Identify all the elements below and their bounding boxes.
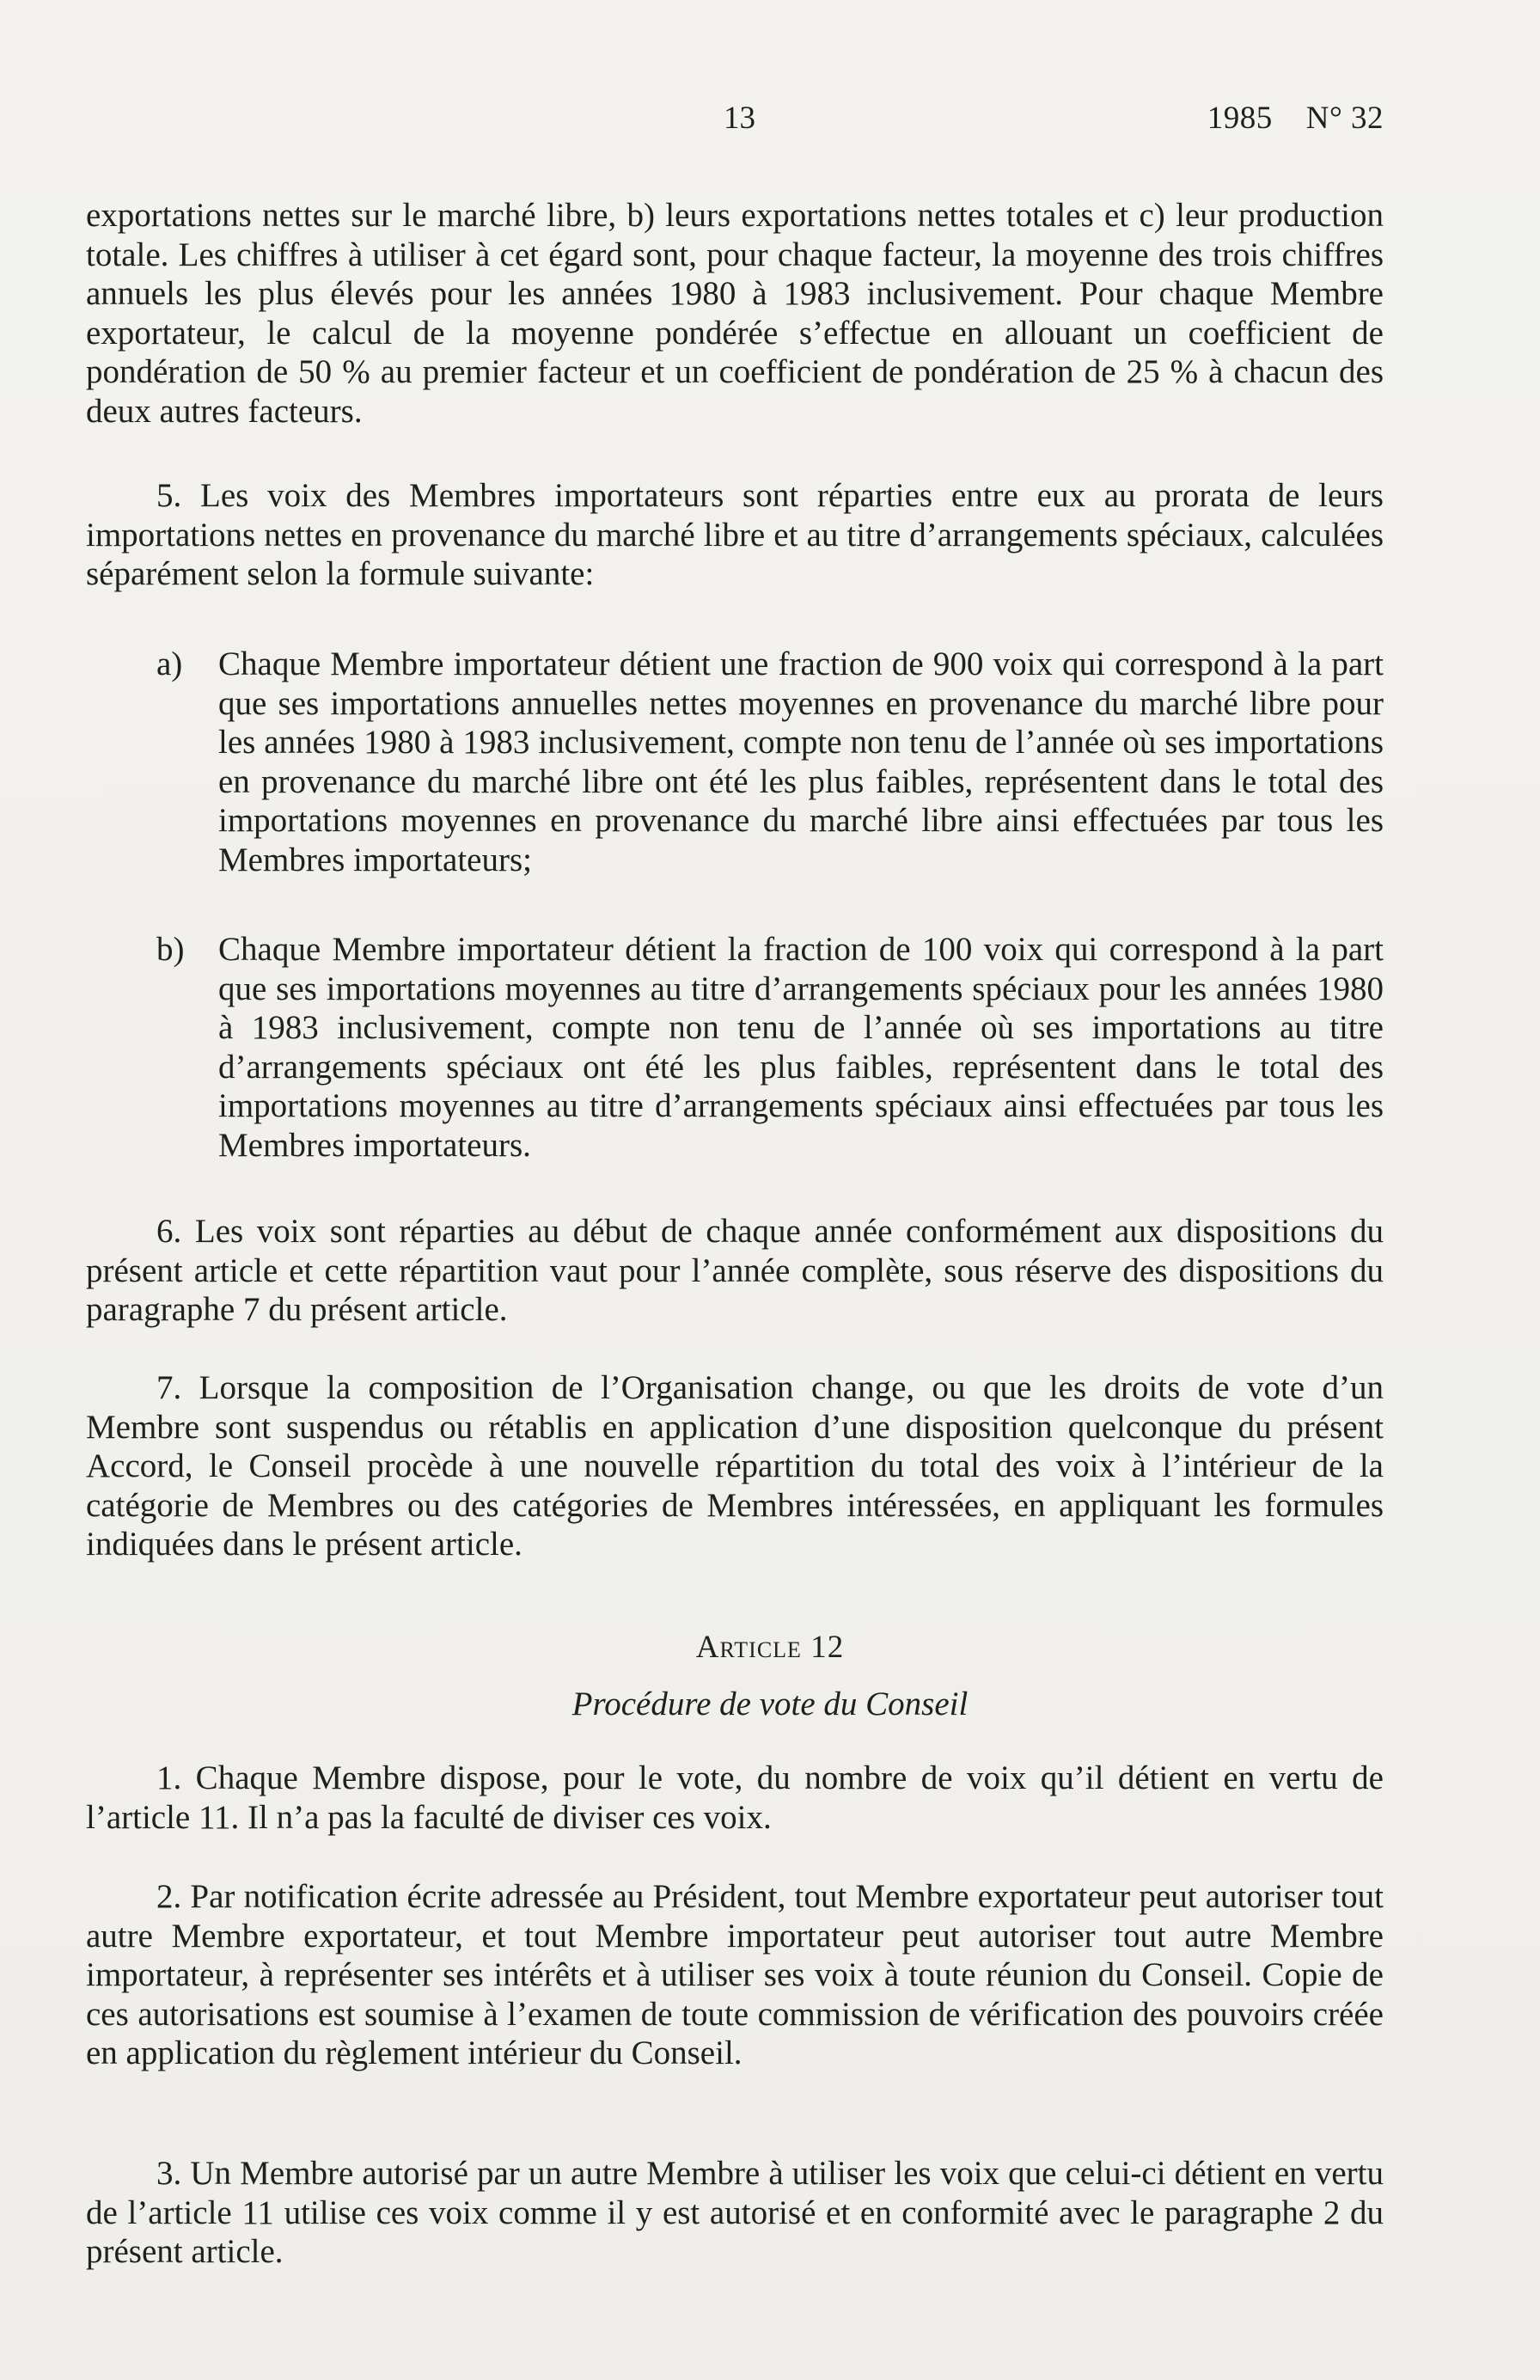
page-header	[0, 93, 1540, 144]
list-text-5a: Chaque Membre importateur détient une fraction de 900 voix qui correspond à la part que ses importations annuelles nettes moyennes en provenance du marché libre pour les années 1980 à 1983 inclusivement, compte non tenu de l’année où ses importations en provenance du marché libre ont été les plus faibles, représentent dans le total des importations moyennes en provenance du marché libre ainsi effectuées par tous les Membres importateurs;	[218, 645, 1384, 878]
article-paragraph-1: 1. Chaque Membre dispose, pour le vote, du nombre de voix qu’il détient en vertu de l’article 11. Il n’a pas la faculté de diviser ces voix.	[86, 1759, 1384, 1836]
list-item-5b	[86, 930, 1384, 1179]
article-title: Article 12	[695, 1630, 845, 1665]
page-number: 13	[724, 101, 755, 136]
paragraph-6: 6. Les voix sont réparties au début de chaque année conformément aux dispositions du présent article et cette répartition vaut pour l’année complète, sous réserve des dispositions du paragraphe 7 du présent article.	[86, 1213, 1384, 1328]
list-marker-b: b)	[156, 931, 185, 968]
article-paragraph-2: 2. Par notification écrite adressée au Président, tout Membre exportateur peut autoriser tout autre Membre exportateur, et tout Membre importateur peut autoriser tout autre Membre importateur, à représenter ses intérêts et à utiliser ses voix à toute réunion du Conseil. Copie de ces autorisations est soumise à l’examen de toute commission de vérification des pouvoirs créée en application du règlement intérieur du Conseil.	[86, 1878, 1384, 2071]
article-paragraph-3: 3. Un Membre autorisé par un autre Membre à utiliser les voix que celui-ci détient en vertu de l’article 11 utilise ces voix comme il y est autorisé et en conformité avec le paragraphe 2 du présent article.	[86, 2155, 1384, 2270]
paragraph-5: 5. Les voix des Membres importateurs sont réparties entre eux au prorata de leurs importations nettes en provenance du marché libre et au titre d’arrangements spéciaux, calculées séparément selon la formule suivante:	[86, 477, 1384, 592]
volume-info: 1985 N° 32	[1207, 101, 1384, 136]
paragraph-continuation: exportations nettes sur le marché libre, b) leurs exportations nettes totales et c) leur production totale. Les chiffres à utiliser à cet égard sont, pour chaque facteur, la moyenne des trois chiffres annuels les plus élevés pour les années 1980 à 1983 inclusivement. Pour chaque Membre exportateur, le calcul de la moyenne pondérée s’effectue en allouant un coefficient de pondération de 50 % au premier facteur et un coefficient de pondération de 25 % à chacun des deux autres facteurs.	[86, 197, 1384, 430]
list-item-5a	[86, 645, 1384, 894]
list-text-5b: Chaque Membre importateur détient la fraction de 100 voix qui correspond à la part que ses importations moyennes au titre d’arrangements spéciaux pour les années 1980 à 1983 inclusivement, compte non tenu de l’année où ses importations au titre d’arrangements spéciaux ont été les plus faibles, représentent dans le total des importations moyennes au titre d’arrangements spéciaux ainsi effectuées par tous les Membres importateurs.	[218, 931, 1384, 1164]
list-marker-a: a)	[156, 645, 183, 682]
article-subtitle: Procédure de vote du Conseil	[571, 1686, 969, 1722]
paragraph-7: 7. Lorsque la composition de l’Organisation change, ou que les droits de vote d’un Membre sont suspendus ou rétablis en application d’une disposition quelconque du présent Accord, le Conseil procède à une nouvelle répartition du total des voix à l’intérieur de la catégorie de Membres ou des catégories de Membres intéressées, en appliquant les formules indiquées dans le présent article.	[86, 1369, 1384, 1563]
